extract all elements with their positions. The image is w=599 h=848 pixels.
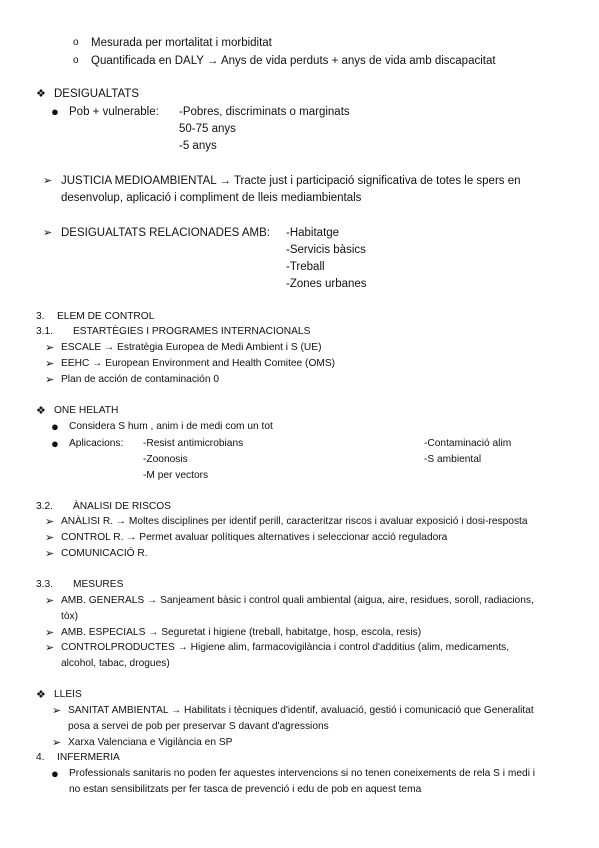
diamond-bullet-icon: ❖ [36, 689, 46, 701]
list-item: Considera S hum , anim i de medi com un tot [69, 421, 273, 432]
section-title: INFERMERIA [57, 752, 120, 763]
pob-value: -Pobres, discriminats o marginats [179, 106, 350, 118]
list-item-cont: alcohol, tabac, drogues) [61, 658, 170, 669]
list-item: AMB. ESPECIALS → Seguretat i higiene (treball, habitatge, hosp, escola, resis) [61, 627, 422, 638]
aplic-value: -S ambiental [424, 454, 482, 465]
arrow-bullet-icon: ➢ [45, 548, 55, 560]
circle-bullet-icon: o [73, 55, 79, 66]
aplic-label: Aplicacions: [69, 438, 124, 449]
dot-bullet-icon: ● [51, 436, 59, 451]
diamond-bullet-icon: ❖ [36, 88, 46, 100]
list-item-cont: tòx) [61, 611, 78, 622]
arrow-bullet-icon: ➢ [45, 532, 55, 544]
dot-bullet-icon: ● [51, 766, 59, 781]
arrow-bullet-icon: ➢ [45, 595, 55, 607]
subsection-number: 3.2. [36, 501, 53, 512]
section-heading: ONE HELATH [54, 405, 119, 416]
list-item: ANÀLISI R. → Moltes disciplines per identif perill, caracteritzar riscos i avaluar exposició i dosi-resposta [61, 516, 528, 527]
subsection-number: 3.1. [36, 326, 53, 337]
desig-rel-value: -Treball [286, 261, 325, 273]
arrow-bullet-icon: ➢ [43, 175, 53, 187]
section-heading: DESIGUALTATS [54, 88, 139, 100]
section-title: ELEM DE CONTROL [57, 311, 155, 322]
circle-bullet-icon: o [73, 37, 79, 48]
pob-value: 50-75 anys [179, 123, 236, 135]
arrow-bullet-icon: ➢ [43, 227, 53, 239]
arrow-bullet-icon: ➢ [45, 342, 55, 354]
arrow-bullet-icon: ➢ [45, 374, 55, 386]
aplic-value: -M per vectors [143, 470, 209, 481]
subsection-number: 3.3. [36, 579, 53, 590]
arrow-bullet-icon: ➢ [52, 737, 62, 749]
aplic-value: -Zoonosis [143, 454, 188, 465]
list-item: EEHC → European Environment and Health Comitee (OMS) [61, 358, 336, 369]
subsection-title: MESURES [73, 579, 124, 590]
list-item: COMUNICACIÓ R. [61, 548, 148, 559]
pob-value: -5 anys [179, 140, 217, 152]
justicia-line: desenvolup, aplicació i compliment de lleis mediambientals [61, 192, 362, 204]
arrow-bullet-icon: ➢ [45, 358, 55, 370]
list-item: Professionals sanitaris no poden fer aquestes intervencions si no tenen coneixements de rela S i medi i [69, 768, 536, 779]
list-item: Xarxa Valenciana e Vigilància en SP [68, 737, 233, 748]
list-item: CONTROL R. → Permet avaluar polítiques alternatives i seleccionar acció reguladora [61, 532, 448, 543]
subsection-title: ÀNALISI DE RISCOS [73, 501, 171, 512]
subsection-title: ESTARTÈGIES I PROGRAMES INTERNACIONALS [73, 326, 311, 337]
list-item-cont: posa a servei de pob per preservar S davant d'agressions [68, 721, 329, 732]
list-item: ESCALE → Estratègia Europea de Medi Ambient i S (UE) [61, 342, 322, 353]
aplic-value: -Resist antimicrobians [143, 438, 244, 449]
dot-bullet-icon: ● [51, 419, 59, 434]
diamond-bullet-icon: ❖ [36, 405, 46, 417]
desig-rel-value: -Servicis bàsics [286, 244, 366, 256]
desig-rel-value: -Habitatge [286, 227, 340, 239]
desig-rel-value: -Zones urbanes [286, 278, 367, 290]
section-heading: LLEIS [54, 689, 82, 700]
list-item: SANITAT AMBIENTAL → Habilitats i tècniques d'identif, avaluació, gestió i comunicació que Generalitat [68, 705, 534, 716]
list-item-cont: no estan sensibilitzats per fer tasca de prevenció i edu de pob en aquest tema [69, 784, 422, 795]
arrow-bullet-icon: ➢ [45, 642, 55, 654]
list-item: AMB. GENERALS → Sanjeament bàsic i control quali ambiental (aigua, aire, residues, soroll, radiacions, [61, 595, 534, 606]
justicia-line: JUSTICIA MEDIOAMBIENTAL → Tracte just i participació significativa de totes le spers en [61, 175, 521, 187]
list-item: Mesurada per mortalitat i morbiditat [91, 37, 272, 49]
section-number: 3. [36, 311, 45, 322]
list-item: Plan de acción de contaminación 0 [61, 374, 220, 385]
desig-rel-label: DESIGUALTATS RELACIONADES AMB: [61, 227, 270, 239]
arrow-bullet-icon: ➢ [45, 516, 55, 528]
section-number: 4. [36, 752, 45, 763]
arrow-bullet-icon: ➢ [52, 705, 62, 717]
list-item: CONTROLPRODUCTES → Higiene alim, farmacovigilància i control d'additius (alim, medicaments, [61, 642, 510, 653]
aplic-value: -Contaminació alim [424, 438, 512, 449]
pob-label: Pob + vulnerable: [69, 106, 159, 118]
dot-bullet-icon: ● [51, 104, 59, 119]
list-item: Quantificada en DALY → Anys de vida perduts + anys de vida amb discapacitat [91, 55, 496, 67]
arrow-bullet-icon: ➢ [45, 627, 55, 639]
